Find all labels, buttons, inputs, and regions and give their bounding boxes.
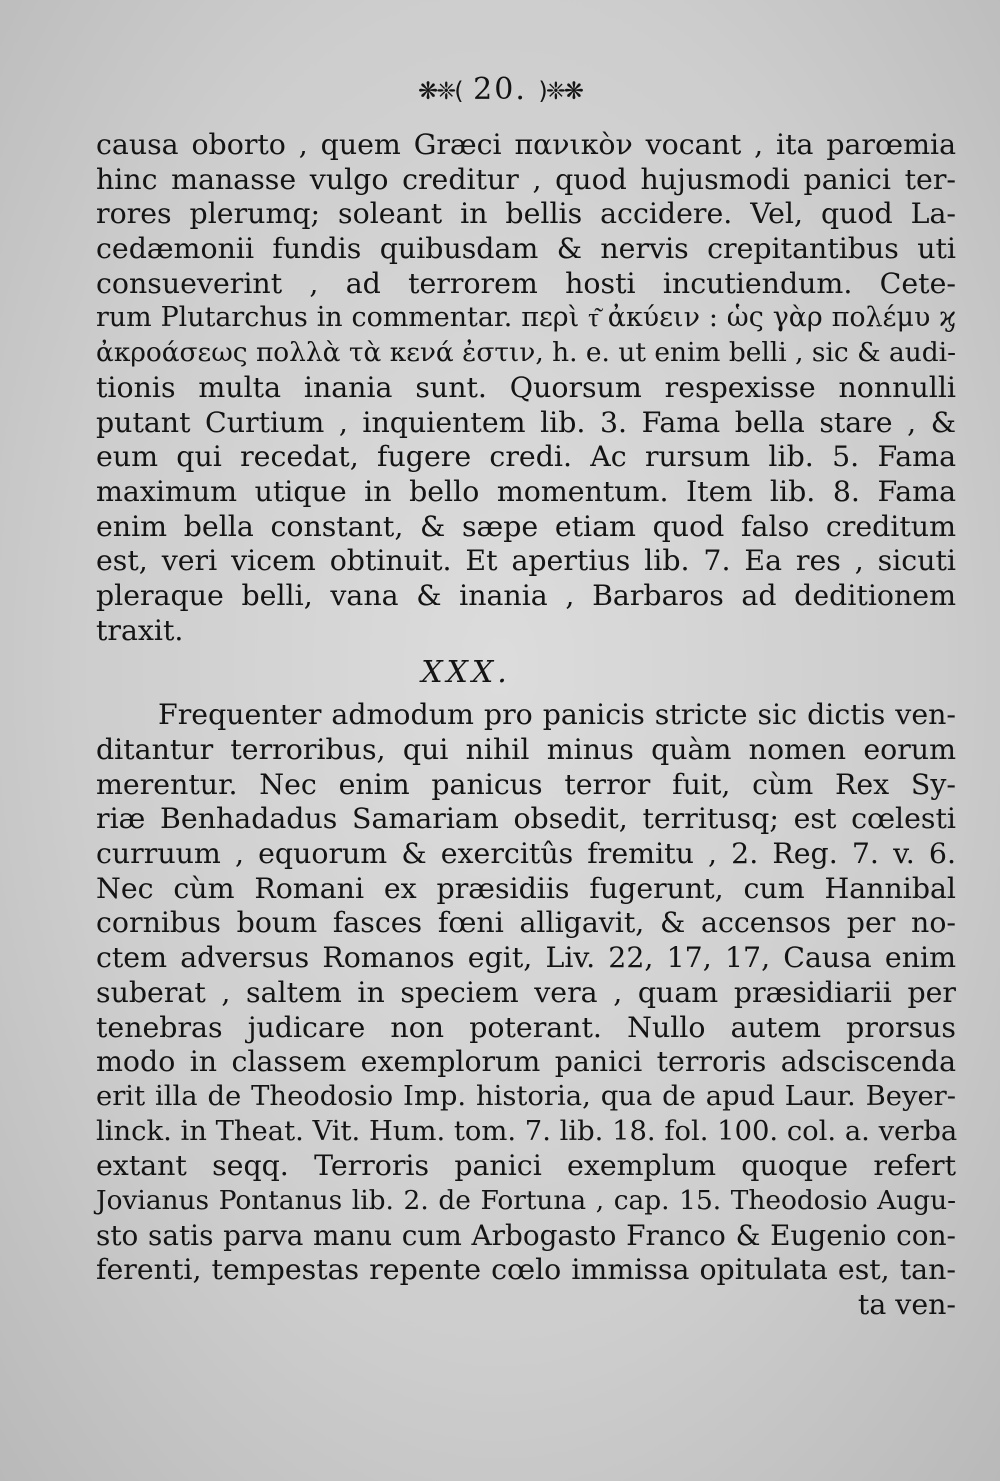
text-line: est, veri vicem obtinuit. Et apertius lib. 7. Ea res , sicuti xyxy=(96,544,956,578)
text-line: traxit. xyxy=(96,613,184,647)
ornament-right: )❈❋ xyxy=(538,77,582,105)
text-line: suberat , saltem in speciem vera , quam præsidiarii per xyxy=(96,975,956,1009)
text-line: ctem adversus Romanos egit, Liv. 22, 17, 17, Causa enim xyxy=(96,941,956,975)
text-line: rores plerumq; soleant in bellis accidere. Vel, quod La- xyxy=(96,197,956,231)
text-line: tenebras judicare non poterant. Nullo autem prorsus xyxy=(96,1010,956,1044)
paragraph-section-xxx xyxy=(96,698,956,1322)
text-line: causa oborto , quem Græci πανικὸν vocant , ita parœmia xyxy=(96,128,956,161)
text-line: modo in classem exemplorum panici terroris adsciscenda xyxy=(96,1045,956,1079)
text-line: hinc manasse vulgo creditur , quod hujusmodi panici ter- xyxy=(96,162,956,196)
text-line: extant seqq. Terroris panici exemplum quoque refert xyxy=(96,1149,956,1183)
text-line: cedæmonii fundis quibusdam & nervis crepitantibus uti xyxy=(96,232,956,266)
text-line: tionis multa inania sunt. Quorsum respexisse nonnulli xyxy=(96,370,956,404)
text-line: ditantur terroribus, qui nihil minus quàm nomen eorum xyxy=(96,733,956,766)
text-line: Frequenter admodum pro panicis stricte sic dictis ven- xyxy=(158,698,956,732)
text-line: ἀκροάσεως πολλὰ τὰ κενά ἐστιν, h. e. ut enim belli , sic & audi- xyxy=(96,337,956,369)
body-text xyxy=(96,128,956,1323)
text-line: Jovianus Pontanus lib. 2. de Fortuna , cap. 15. Theodosio Augu- xyxy=(96,1184,956,1216)
text-line: maximum utique in bello momentum. Item lib. 8. Fama xyxy=(96,474,956,508)
text-line: pleraque belli, vana & inania , Barbaros ad deditionem xyxy=(96,578,956,612)
text-line: ferenti, tempestas repente cœlo immissa opitulata est, tan- xyxy=(96,1253,956,1287)
text-line: erit illa de Theodosio Imp. historia, qua de apud Laur. Beyer- xyxy=(96,1080,956,1112)
text-line: cornibus boum fasces fœni alligavit, & accensos per no- xyxy=(96,906,956,940)
ornament-left: ❋❈( xyxy=(418,77,462,105)
running-header xyxy=(0,72,1000,107)
text-line: riæ Benhadadus Samariam obsedit, territusq; est cœlesti xyxy=(96,802,956,836)
section-heading: XXX. xyxy=(421,655,511,691)
text-line: enim bella constant, & sæpe etiam quod falso creditum xyxy=(96,509,956,543)
text-line: Nec cùm Romani ex præsidiis fugerunt, cum Hannibal xyxy=(96,871,956,905)
text-line: merentur. Nec enim panicus terror fuit, cùm Rex Sy- xyxy=(96,767,956,801)
text-line: eum qui recedat, fugere credi. Ac rursum lib. 5. Fama xyxy=(96,440,956,474)
text-line: putant Curtium , inquientem lib. 3. Fama bella stare , & xyxy=(96,405,956,439)
text-line: sto satis parva manu cum Arbogasto Franco & Eugenio con- xyxy=(96,1218,956,1252)
text-line: rum Plutarchus in commentar. περὶ τ͂ ἀκύειν : ὡς γὰρ πολέμυ ϗ xyxy=(96,302,956,334)
text-line: consueverint , ad terrorem hosti incutiendum. Cete- xyxy=(96,266,956,300)
paragraph-continuation xyxy=(96,128,956,648)
text-line: linck. in Theat. Vit. Hum. tom. 7. lib. 18. fol. 100. col. a. verba xyxy=(96,1115,958,1147)
catchword: ta ven- xyxy=(857,1288,956,1321)
text-line: curruum , equorum & exercitûs fremitu , 2. Reg. 7. v. 6. xyxy=(96,837,956,871)
page-number: 20. xyxy=(473,72,527,107)
